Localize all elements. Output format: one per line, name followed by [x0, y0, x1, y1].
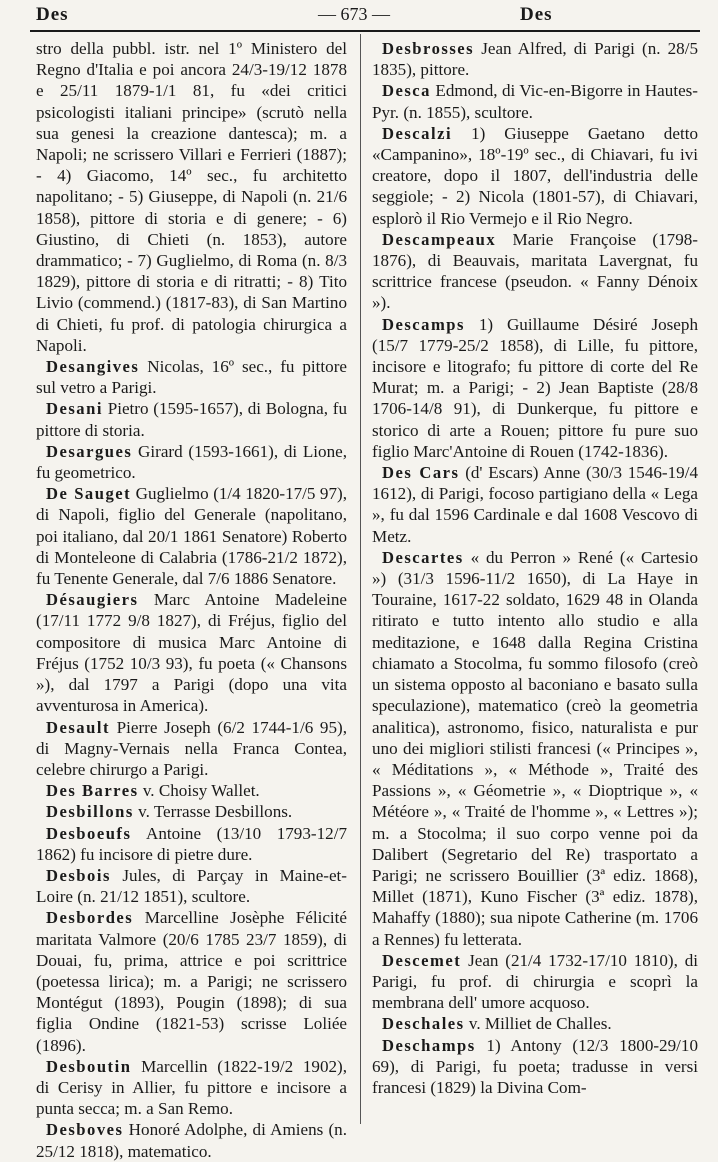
dictionary-entry [372, 1013, 698, 1034]
dictionary-entry [36, 865, 347, 907]
dictionary-entry [372, 123, 698, 229]
entry-text: Jules, di Parçay in Maine-et-Loire (n. 21/12 1851), scultore. [36, 865, 348, 907]
entry-headword: Des Barres [46, 781, 139, 801]
entry-headword: Deschales [382, 1014, 465, 1034]
dictionary-entry [372, 462, 698, 547]
dictionary-entry [372, 229, 698, 314]
right-column [372, 38, 698, 1119]
dictionary-entry [372, 80, 698, 122]
dictionary-entry [36, 907, 347, 1055]
entry-headword: Desbordes [46, 908, 134, 928]
entry-text: 1) Guillaume Désiré Joseph (15/7 1779-25/2 1858), di Lille, fu pittore, incisore e litografo; fu pittore di corte del Re Murat; m. a Parigi; - 2) Jean Baptiste (28/8 1706-14/8 91), di Dunkerque, fu pittore e storico di arte a Rouen; pittore fu pure suo figlio Marc'Antoine di Rouen (1742-1836). [372, 314, 698, 461]
entry-headword: Desani [46, 399, 103, 419]
entry-headword: Deschamps [382, 1035, 476, 1055]
entry-text: Marcellin (1822-19/2 1902), di Cerisy in Allier, fu pittore e incisore a punta secca; m. a San Remo. [36, 1056, 347, 1119]
entry-headword: Des Cars [382, 463, 460, 483]
dictionary-entry [36, 398, 347, 440]
entry-text: Jean Alfred, di Parigi (n. 28/5 1835), pittore. [372, 39, 698, 80]
entry-text: Jean (21/4 1732-17/10 1810), di Parigi, fu prof. di chirurgia e scoprì la membrana dell' umore acquoso. [372, 950, 698, 1013]
header-right-guideword: Des [520, 4, 553, 25]
entry-headword: Descemet [382, 950, 462, 970]
entry-text: (d' Escars) Anne (30/3 1546-19/4 1612), di Parigi, focoso partigiano della « Lega », fu dal 1596 Cardinale e dal 1608 Vescovo di Metz. [372, 463, 699, 546]
entry-headword: Desboves [46, 1120, 124, 1140]
entry-headword: Desca [382, 81, 431, 101]
entry-headword: De Sauget [46, 484, 132, 504]
entry-text: Marcelline Josèphe Félicité maritata Valmore (20/6 1785 23/7 1859), di Douai, fu, prima, attrice e poi scrittrice (poetessa lirica); m. a Parigi; ne scrissero Montégut (1893), Pougin (1898); di sua figlia Ondine (1821-53) scrisse Loliée (1896). [36, 908, 348, 1055]
entry-text: Antoine (13/10 1793-12/7 1862) fu incisore di pietre dure. [36, 823, 347, 864]
entry-text: stro della pubbl. istr. nel 1º Ministero del Regno d'Italia e poi ancora 24/3-19/12 1878 e 25/11 1879-1/1 81, fu «dei critici psicologisti italiani principe» (scrutò nella sua genesi la creazione dantesca); m. a Napoli; ne scrissero Villari e Ferrieri (1887); - 4) Giacomo, 14º sec., fu architetto napolitano; - 5) Giuseppe, di Napoli (n. 21/6 1858), pittore di storia e di genere; - 6) Giustino, di Chieti (n. 1853), autore drammatico; - 7) Guglielmo, di Roma (n. 8/3 1829), pittore di storia e di ritratti; - 8) Tito Livio (commend.) (1817-83), di San Martino di Chieti, fu prof. di patologia chirurgica a Napoli. [36, 39, 347, 355]
entry-text: v. Choisy Wallet. [142, 781, 260, 801]
entry-text: Pierre Joseph (6/2 1744-1/6 95), di Magny-Vernais nella Franca Contea, celebre chirurgo a Parigi. [36, 717, 347, 779]
dictionary-entry [36, 801, 347, 822]
entry-text: Guglielmo (1/4 1820-17/5 97), di Napoli, figlio del Generale (napolitano, poi italiano, dal 20/1 1861 Senatore) Roberto di Monteleone di Calabria (1786-21/2 1872), fu Tenente Generale, dal 7/6 1886 Senatore. [36, 484, 347, 589]
dictionary-entry [36, 1119, 347, 1161]
entry-text: « du Perron » René (« Cartesio ») (31/3 1596-11/2 1650), di La Haye in Touraine, 1617-22 soldato, 1629 48 in Olanda ritirato e tutto intento allo studio e alla meditazione, e 1648 dalla Regina Cristina chiamato a Stocolma, fu sommo filosofo (creò un sistema opposto al baconiano e basato sulla speculazione), matematico (creò la geometria analitica), astronomo, fisico, naturalista e pur uno dei migliori stilisti francesi (« Principes », « Méditations », « Méthode », Traité des Passions », « Géometrie », « Dioptrique », « Météore », « Traité de l'homme », « Lettres »); m. a Stocolma; il suo corpo venne poi da Dalibert (Segretario del Re) trasportato a Parigi; ne scrissero Bouillier (3ª ediz. 1868), Millet (1871), Kuno Fischer (3ª ediz. 1878), Mahaffy (1880); sua nipote Catherine (m. 1706 a Rennes) fu letterata. [372, 547, 698, 949]
dictionary-entry [36, 717, 347, 781]
entry-text: Girard (1593-1661), di Lione, fu geometrico. [36, 441, 347, 483]
entry-text: v. Milliet de Challes. [468, 1014, 612, 1034]
dictionary-entry [372, 38, 698, 80]
dictionary-entry [36, 38, 347, 356]
header-rule [30, 30, 700, 32]
entry-headword: Desargues [46, 441, 133, 461]
dictionary-entry [36, 1056, 347, 1120]
entry-text: 1) Giuseppe Gaetano detto «Campanino», 18º-19º sec., di Chiavari, fu ivi creatore, dopo il 1807, dell'industria delle seggiole; - 2) Nicola (1801-57), di Chiavari, esplorò il Rio Vermejo e il Rio Negro. [372, 123, 698, 228]
entry-headword: Desault [46, 717, 110, 737]
entry-text: Honoré Adolphe, di Amiens (n. 25/12 1818), matematico. [36, 1120, 347, 1161]
entry-headword: Desangives [46, 357, 140, 377]
entry-headword: Descamps [382, 314, 465, 334]
entry-headword: Desboeufs [46, 823, 132, 843]
header-left-guideword: Des [36, 4, 69, 25]
entry-headword: Descalzi [382, 123, 453, 143]
dictionary-entry [372, 547, 698, 950]
dictionary-entry [36, 589, 347, 716]
entry-text: Marc Antoine Madeleine (17/11 1772 9/8 1827), di Fréjus, figlio del compositore di musica Marc Antoine di Fréjus (1752 10/3 93), fu poeta (« Chansons »), dal 1797 a Parigi (dopo una vita avventurosa in America). [36, 590, 347, 716]
entry-headword: Desbillons [46, 802, 134, 822]
dictionary-entry [372, 314, 698, 462]
entry-text: v. Terrasse Desbillons. [138, 802, 293, 822]
entry-text: Pietro (1595-1657), di Bologna, fu pittore di storia. [36, 399, 347, 440]
entry-text: Marie Françoise (1798-1876), di Beauvais, maritata Lavergnat, fu scrittrice francese (pseudon. « Fanny Dénoix »). [372, 229, 698, 313]
entry-text: Nicolas, 16º sec., fu pittore sul vetro a Parigi. [36, 357, 347, 398]
page-header [0, 0, 718, 30]
dictionary-entry [36, 356, 347, 398]
entry-headword: Descartes [382, 547, 464, 567]
entry-headword: Desboutin [46, 1056, 132, 1076]
page-number: — 673 — [318, 4, 390, 24]
dictionary-entry [372, 1035, 698, 1099]
column-divider [360, 34, 361, 1124]
entry-text: 1) Antony (12/3 1800-29/10 69), di Parigi, fu poeta; tradusse in versi francesi (1829) la Divina Com- [372, 1035, 698, 1097]
entry-headword: Desbrosses [382, 39, 475, 58]
entry-text: Edmond, di Vic-en-Bigorre in Hautes-Pyr. (n. 1855), scultore. [372, 81, 698, 122]
dictionary-entry [36, 823, 347, 865]
entry-headword: Descampeaux [382, 229, 497, 249]
dictionary-entry [36, 441, 347, 483]
entry-headword: Desbois [46, 865, 111, 885]
entry-headword: Désaugiers [46, 590, 139, 610]
dictionary-entry [36, 780, 347, 801]
dictionary-entry [36, 483, 347, 589]
dictionary-entry [372, 950, 698, 1014]
left-column [36, 38, 348, 1161]
